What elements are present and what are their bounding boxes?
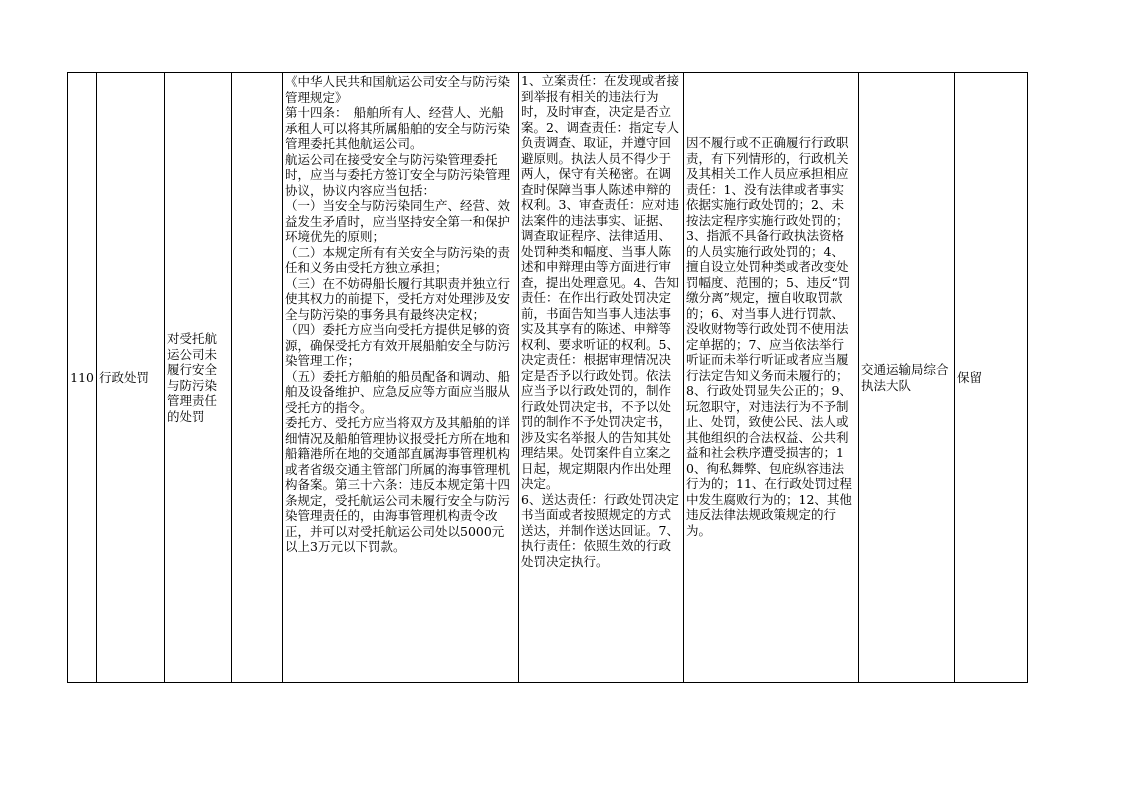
row-number: 110 bbox=[70, 369, 94, 385]
responsibility-cell bbox=[519, 73, 684, 683]
department-cell bbox=[859, 73, 955, 683]
liability: 因不履行或不正确履行行政职责，有下列情形的，行政机关及其相关工作人员应承担相应责任：1、没有法律或者事实依据实施行政处罚的；2、未按法定程序实施行政处罚的；3、指派不具备行政执法资格的人员实施行政处罚的；4、擅自设立处罚种类或者改变处罚幅度、范围的；5、违反“罚缴分离”规定，擅自收取罚款的；6、对当事人进行罚款、没收财物等行政处罚不使用法定单据的；7、应当依法举行听证而未举行听证或者应当履行法定告知义务而未履行的；8、行政处罚显失公正的；9、玩忽职守，对违法行为不予制止、处罚，致使公民、法人或其他组织的合法权益、公共利益和社会秩序遭受损害的；10、徇私舞弊、包庇纵容违法行为的；11、在行政处罚过程中发生腐败行为的；12、其他违反法律法规政策规定的行为。 bbox=[686, 135, 852, 538]
status: 保留 bbox=[957, 369, 983, 385]
table-row bbox=[68, 73, 1028, 683]
power-list-table bbox=[67, 72, 1028, 683]
sub-item-cell bbox=[232, 73, 283, 683]
category: 行政处罚 bbox=[99, 369, 150, 385]
status-cell bbox=[955, 73, 1028, 683]
department: 交通运输局综合执法大队 bbox=[861, 362, 949, 393]
category-cell bbox=[97, 73, 165, 683]
responsibility: 1、立案责任：在发现或者接到举报有相关的违法行为时，及时审查，决定是否立案。2、调查责任：指定专人负责调查、取证，并遵守回避原则。执法人员不得少于两人，保守有关秘密。在调查时保障当事人陈述申辩的权利。3、审查责任：应对违法案件的违法事实、证据、调查取证程序、法律适用、处罚种类和幅度、当事人陈述和申辩理由等方面进行审查，提出处理意见。4、告知责任：在作出行政处罚决定前，书面告知当事人违法事实及其享有的陈述、申辩等权利、要求听证的权利。5、决定责任：根据审理情况决定是否予以行政处罚。依法应当予以行政处罚的，制作行政处罚决定书，不予以处罚的制作不予处罚决定书，涉及实名举报人的告知其处理结果。处罚案件自立案之日起，规定期限内作出处理决定。 6、送达责任：行政处罚决定书当面或者按照规定的方式送达，并制作送达回证。7、执行责任：依照生效的行政处罚决定执行。 bbox=[521, 73, 679, 569]
row-number-cell bbox=[68, 73, 97, 683]
liability-cell bbox=[684, 73, 859, 683]
item-name: 对受托航运公司未履行安全与防污染管理责任的处罚 bbox=[167, 331, 218, 424]
item-name-cell bbox=[165, 73, 232, 683]
legal-basis: 《中华人民共和国航运公司安全与防污染管理规定》 第十四条： 船舶所有人、经营人、光船承租人可以将其所属船舶的安全与防污染管理委托其他航运公司。 航运公司在接受安全与防污染管理委托时，应当与委托方签订安全与防污染管理协议，协议内容应当包括： （一）当安全与防污染同生产、经营、效益发生矛盾时，应当坚持安全第一和保护环境优先的原则； （二）本规定所有有关安全与防污染的责任和义务由受托方独立承担； （三）在不妨碍船长履行其职责并独立行使其权力的前提下，受托方对处理涉及安全与防污染的事务具有最终决定权； （四）委托方应当向受托方提供足够的资源，确保受托方有效开展船舶安全与防污染管理工作； （五）委托方船舶的船员配备和调动、船舶及设备维护、应急反应等方面应当服从受托方的指令。 委托方、受托方应当将双方及其船舶的详细情况及船舶管理协议报受托方所在地和船籍港所在地的交通部直属海事管理机构或者省级交通主管部门所属的海事管理机构备案。第三十六条：违反本规定第十四条规定，受托航运公司未履行安全与防污染管理责任的，由海事管理机构责令改正，并可以对受托航运公司处以5000元以上3万元以下罚款。 bbox=[285, 74, 511, 554]
legal-basis-cell bbox=[283, 73, 519, 683]
